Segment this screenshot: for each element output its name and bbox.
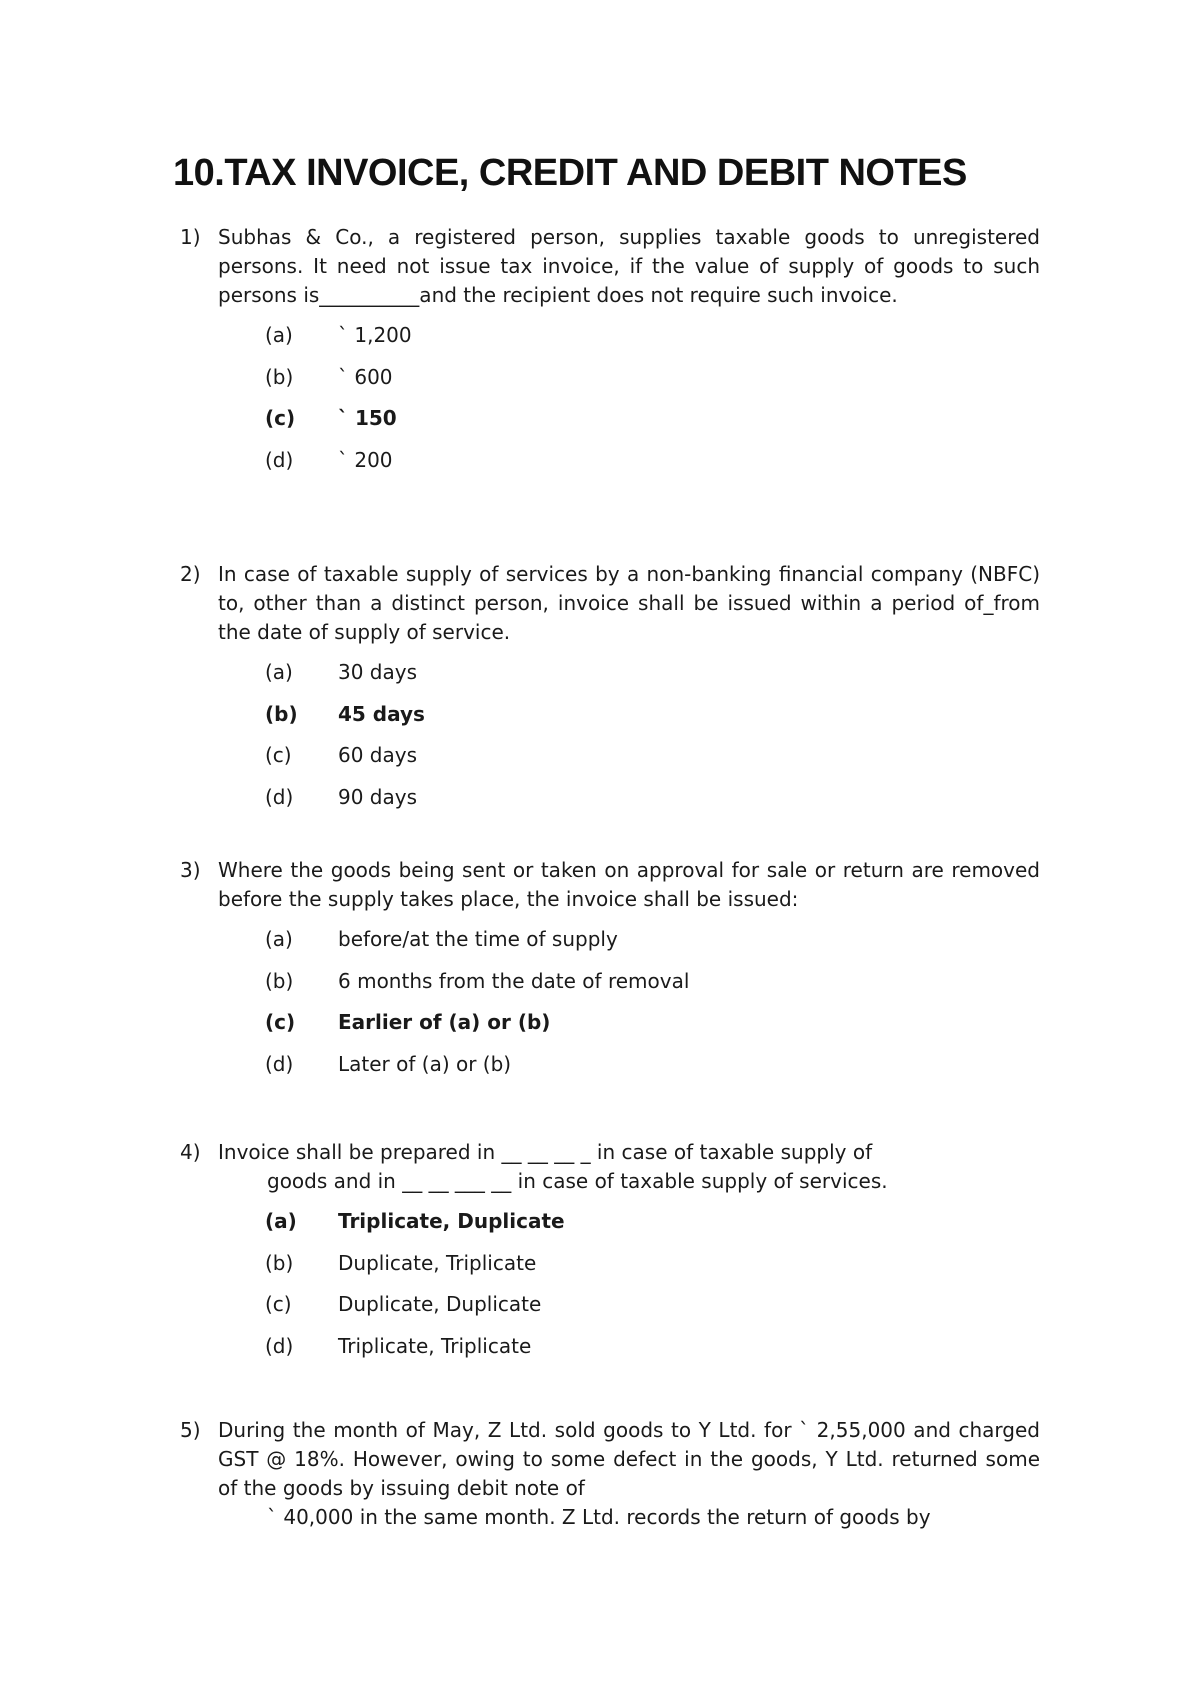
option-d bbox=[180, 1332, 1040, 1374]
option-b bbox=[180, 1249, 1040, 1291]
question-3 bbox=[180, 856, 1040, 1091]
option-text: 90 days bbox=[338, 784, 418, 809]
option-label: (d) bbox=[265, 1333, 294, 1358]
option-a bbox=[180, 658, 1040, 700]
page-title: 10.TAX INVOICE, CREDIT AND DEBIT NOTES bbox=[173, 152, 967, 194]
option-label: (c) bbox=[265, 743, 292, 767]
option-label: (b) bbox=[265, 968, 294, 993]
question-text: In case of taxable supply of services by a non-banking financial company (NBFC) to, other than a distinct person, invoice shall be issued within a period of_from the date of supply of service. bbox=[218, 562, 1040, 644]
option-label: (d) bbox=[265, 447, 294, 472]
option-label: (b) bbox=[265, 1250, 294, 1275]
option-label: (c) bbox=[265, 406, 296, 430]
option-text: ` 200 bbox=[338, 447, 393, 472]
option-d bbox=[180, 783, 1040, 825]
question-text-line-2: goods and in __ __ ___ __ in case of taxable supply of services. bbox=[267, 1169, 888, 1193]
option-text: ` 600 bbox=[338, 364, 393, 389]
question-text-continued bbox=[218, 1503, 1040, 1532]
option-label: (d) bbox=[265, 784, 294, 809]
option-text: 45 days bbox=[338, 701, 425, 726]
option-text: Duplicate, Duplicate bbox=[338, 1292, 542, 1316]
question-number: 4) bbox=[180, 1140, 201, 1164]
option-text: Later of (a) or (b) bbox=[338, 1051, 512, 1076]
option-c-correct bbox=[180, 404, 1040, 446]
options-list bbox=[180, 1207, 1040, 1373]
option-c bbox=[180, 741, 1040, 783]
option-label: (a) bbox=[265, 1209, 297, 1233]
option-d bbox=[180, 1050, 1040, 1092]
option-label: (d) bbox=[265, 1051, 294, 1076]
option-text: ` 150 bbox=[338, 406, 397, 430]
options-list bbox=[180, 925, 1040, 1091]
option-text: 60 days bbox=[338, 743, 418, 767]
option-text: ` 1,200 bbox=[338, 323, 412, 347]
option-a bbox=[180, 925, 1040, 967]
option-a-correct bbox=[180, 1207, 1040, 1249]
option-text: 30 days bbox=[338, 660, 418, 684]
question-number: 5) bbox=[180, 1418, 201, 1442]
option-text: Earlier of (a) or (b) bbox=[338, 1010, 551, 1034]
question-number: 1) bbox=[180, 225, 201, 249]
option-text: Triplicate, Duplicate bbox=[338, 1209, 565, 1233]
options-list bbox=[180, 658, 1040, 824]
question-text-line-1: Invoice shall be prepared in __ __ __ _ in case of taxable supply of bbox=[218, 1140, 873, 1164]
question-text: Subhas & Co., a registered person, supplies taxable goods to unregistered persons. It need not issue tax invoice, if the value of supply of goods to such persons is__________and the recipient does not require such invoice. bbox=[218, 225, 1040, 307]
option-a bbox=[180, 321, 1040, 363]
question-text: Where the goods being sent or taken on approval for sale or return are removed before the supply takes place, the invoice shall be issued: bbox=[218, 858, 1040, 911]
question-2 bbox=[180, 560, 1040, 824]
option-label: (a) bbox=[265, 660, 293, 684]
option-d bbox=[180, 446, 1040, 488]
option-b bbox=[180, 967, 1040, 1009]
option-b bbox=[180, 363, 1040, 405]
option-label: (a) bbox=[265, 323, 293, 347]
option-c bbox=[180, 1290, 1040, 1332]
option-text: Duplicate, Triplicate bbox=[338, 1250, 537, 1275]
question-text bbox=[218, 1138, 1040, 1196]
option-text: 6 months from the date of removal bbox=[338, 968, 690, 993]
options-list bbox=[180, 321, 1040, 487]
question-4 bbox=[180, 1138, 1040, 1373]
option-text: before/at the time of supply bbox=[338, 927, 618, 951]
question-text-line-cont: ` 40,000 in the same month. Z Ltd. records the return of goods by bbox=[267, 1505, 931, 1529]
question-text: During the month of May, Z Ltd. sold goods to Y Ltd. for ` 2,55,000 and charged GST @ 18%. However, owing to some defect in the goods, Y Ltd. returned some of the goods by issuing debit note of bbox=[218, 1418, 1040, 1500]
option-label: (a) bbox=[265, 927, 293, 951]
option-c-correct bbox=[180, 1008, 1040, 1050]
option-b-correct bbox=[180, 700, 1040, 742]
question-1 bbox=[180, 223, 1040, 487]
option-label: (c) bbox=[265, 1292, 292, 1316]
question-number: 3) bbox=[180, 858, 201, 882]
option-text: Triplicate, Triplicate bbox=[338, 1333, 532, 1358]
option-label: (b) bbox=[265, 364, 294, 389]
question-5 bbox=[180, 1416, 1040, 1532]
option-label: (b) bbox=[265, 701, 298, 726]
question-number: 2) bbox=[180, 562, 201, 586]
option-label: (c) bbox=[265, 1010, 296, 1034]
